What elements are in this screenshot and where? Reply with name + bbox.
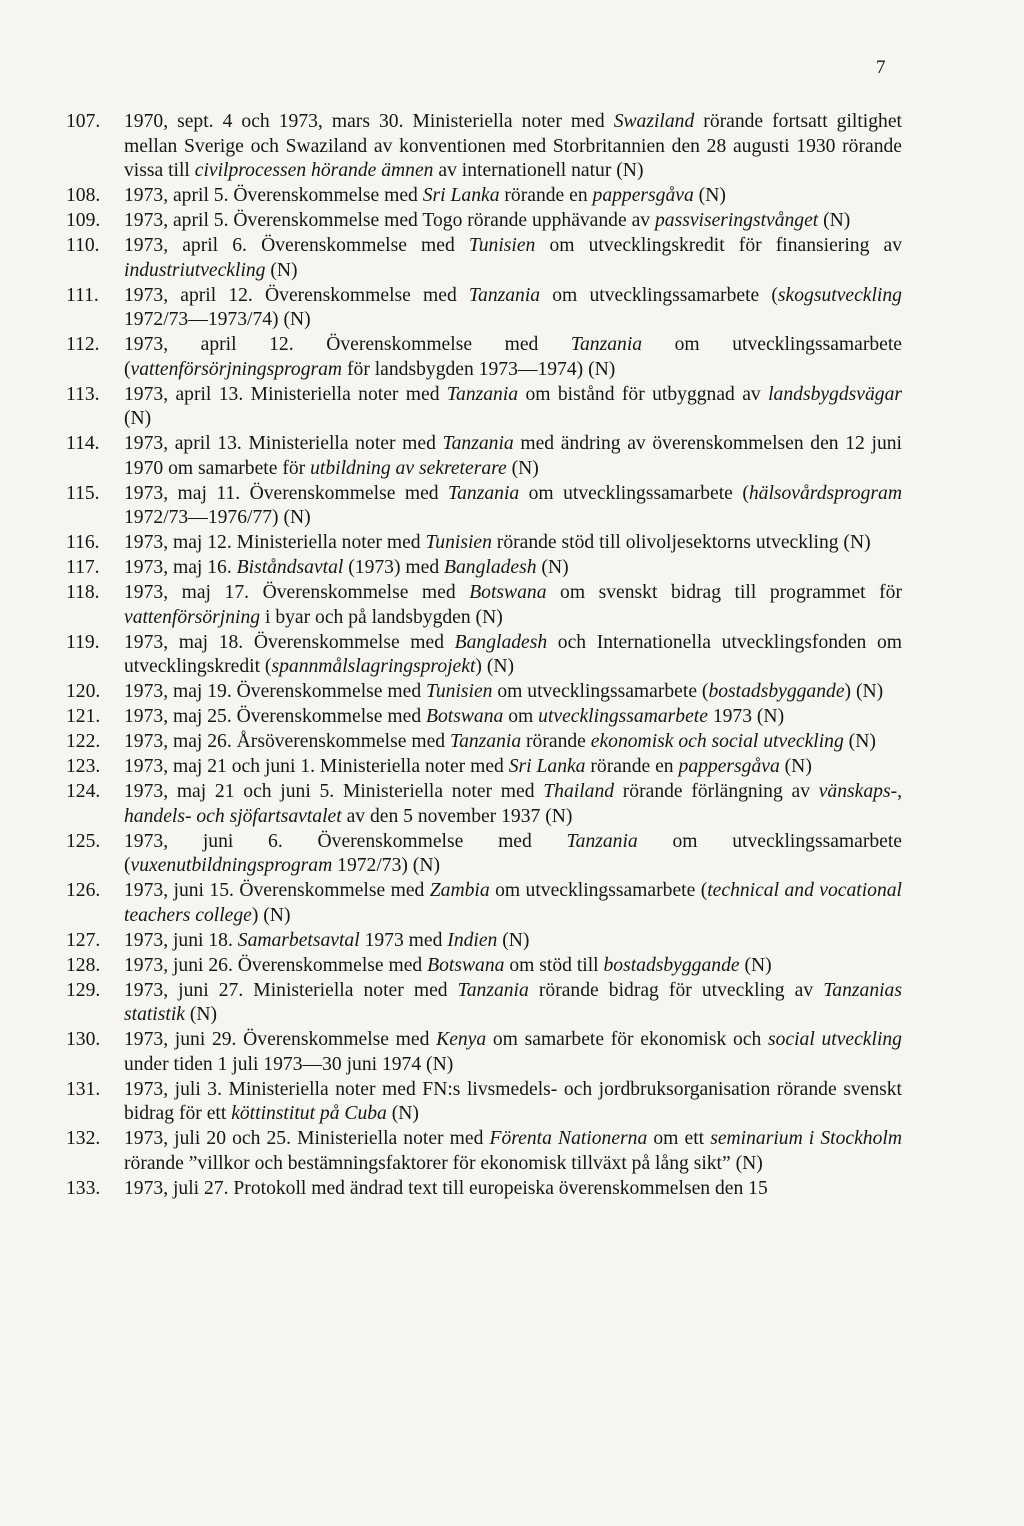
entry-number: 115. <box>66 482 100 504</box>
entry-text-italic: bostadsbyggande <box>708 681 845 702</box>
entry-text-segment: om utvecklingssamarbete ( <box>540 284 778 306</box>
entry-text-segment: 1972/73) (N) <box>332 855 441 876</box>
list-item <box>66 482 902 531</box>
entry-text-segment: 1973, april 13. Ministeriella noter med <box>124 383 447 405</box>
list-item <box>66 1127 902 1176</box>
entry-text-segment: av internationell natur (N) <box>433 160 644 181</box>
entry-text-italic: seminarium i Stockholm <box>710 1128 902 1149</box>
entry-text-segment: 1973, juli 3. Ministeriella noter med FN:s livsmedels- och jordbruksorganisation rörande svenskt bidrag för ett <box>124 1078 902 1124</box>
entry-text-segment: 1972/73—1973/74) (N) <box>124 309 311 330</box>
entry-text-italic: Tanzania <box>446 383 519 405</box>
entry-number: 125. <box>66 830 101 852</box>
entry-text-segment: om <box>503 706 539 727</box>
entry-text-segment: 1973, april 5. Överenskommelse med <box>124 185 423 206</box>
entry-number: 111. <box>66 284 99 306</box>
list-item <box>66 234 902 283</box>
entry-text-segment: 1973, april 12. Överenskommelse med <box>124 284 469 306</box>
entry-text-italic: Tunisien <box>468 235 536 256</box>
entry-text-segment: under tiden 1 juli 1973—30 juni 1974 (N) <box>124 1053 454 1075</box>
list-item <box>66 1078 902 1127</box>
list-item <box>66 631 902 680</box>
entry-text-segment: om utvecklingssamarbete ( <box>519 482 749 504</box>
entry-text-italic: Tunisien <box>425 532 492 553</box>
entry-text-segment: (N) <box>843 731 876 752</box>
entry-text <box>124 830 902 879</box>
entry-text-italic: social utveckling <box>767 1029 902 1050</box>
entry-text <box>124 1177 902 1202</box>
entry-text-segment: om utvecklingssamarbete ( <box>124 830 902 876</box>
list-item <box>66 680 902 705</box>
entry-text-segment: 1973, juni 6. Överenskommelse med <box>124 830 567 852</box>
list-item <box>66 581 902 630</box>
entry-text-segment: rörande en <box>499 185 593 206</box>
entry-text-segment: ) (N) <box>251 904 291 926</box>
entry-number: 114. <box>66 433 100 454</box>
entry-text-segment: 1973, maj 25. Överenskommelse med <box>124 706 427 727</box>
entry-number: 112. <box>66 334 100 355</box>
entry-number: 132. <box>66 1128 101 1149</box>
entry-number: 128. <box>66 954 101 976</box>
entry-number: 129. <box>66 979 101 1001</box>
list-item <box>66 755 902 780</box>
entry-text-segment: rörande ”villkor och bestämningsfaktorer för ekonomisk tillväxt på lång sikt” (N) <box>124 1152 763 1174</box>
entry-text-segment: (N) <box>184 1004 218 1025</box>
entry-text-segment: (N) <box>693 185 726 206</box>
entry-text-segment: ) (N) <box>844 681 884 702</box>
entry-text-italic: vattenförsörjningsprogram <box>130 358 343 380</box>
entry-text-italic: Swaziland <box>613 111 695 132</box>
entry-text-segment: (N) <box>506 457 539 479</box>
entry-text <box>124 1127 902 1176</box>
entry-text-italic: Tanzania <box>449 731 522 752</box>
entry-text-italic: Botswana <box>426 706 504 727</box>
entry-text-segment: 1973, juli 20 och 25. Ministeriella noter med <box>124 1128 490 1149</box>
entry-text-segment: 1973 (N) <box>707 706 785 727</box>
entry-text-segment: rörande en <box>585 756 679 777</box>
entry-text <box>124 333 902 382</box>
entry-text-segment: (N) <box>386 1103 419 1124</box>
list-item <box>66 383 902 432</box>
list-item <box>66 432 902 481</box>
entry-text-segment: 1973 med <box>359 929 448 951</box>
entry-number: 126. <box>66 880 101 901</box>
entry-text-segment: ) (N) <box>475 656 515 677</box>
entry-text <box>124 383 902 432</box>
entry-text-italic: Sri Lanka <box>422 185 500 206</box>
entry-text-italic: Botswana <box>427 954 505 976</box>
entry-text-segment: rörande <box>521 731 591 752</box>
entry-text-segment: om svenskt bidrag till programmet för <box>546 582 902 603</box>
list-item <box>66 333 902 382</box>
entry-text-segment: 1973, maj 17. Överenskommelse med <box>124 582 470 603</box>
entry-text-italic: Tanzania <box>468 284 541 306</box>
entry-text-italic: pappersgåva <box>592 185 694 206</box>
entry-number: 133. <box>66 1177 101 1199</box>
entry-text <box>124 954 902 979</box>
entry-text-segment: om ett <box>647 1128 711 1149</box>
entry-text-segment: 1973, maj 11. Överenskommelse med <box>124 482 449 504</box>
page-number: 7 <box>876 57 886 78</box>
entry-text-segment: 1973, maj 16. <box>124 557 237 578</box>
entry-text <box>124 482 902 531</box>
list-item <box>66 830 902 879</box>
entry-text-italic: utbildning av sekreterare <box>310 457 507 479</box>
entry-text-italic: Tanzania <box>457 979 529 1001</box>
entry-text-segment: 1973, juni 26. Överenskommelse med <box>124 954 428 976</box>
entry-text-segment: om utvecklingssamarbete ( <box>492 681 709 702</box>
entry-number: 117. <box>66 557 100 578</box>
entry-text <box>124 432 902 481</box>
entry-text-italic: ekonomisk och social utveckling <box>590 731 844 752</box>
entry-text-italic: Zambia <box>429 880 490 901</box>
entry-text-segment: om samarbete för ekonomisk och <box>486 1029 768 1050</box>
entry-number: 119. <box>66 631 100 653</box>
list-item <box>66 780 902 829</box>
entry-text <box>124 755 902 780</box>
entry-number: 127. <box>66 929 101 951</box>
entry-text-italic: utvecklingssamarbete <box>538 706 708 727</box>
entry-text <box>124 631 902 680</box>
entry-text-segment: 1973, juni 27. Ministeriella noter med <box>124 979 458 1001</box>
entry-text-segment: 1973, april 5. Överenskommelse med Togo rörande upphävande av <box>124 210 655 231</box>
entry-text-italic: technical and vocational teachers college <box>124 880 902 926</box>
entry-text <box>124 780 902 829</box>
entry-text <box>124 979 902 1028</box>
entry-text-segment: 1973, maj 19. Överenskommelse med <box>124 681 427 702</box>
list-item <box>66 954 902 979</box>
entry-text-italic: Bangladesh <box>454 631 548 653</box>
entry-text-italic: köttinstitut på Cuba <box>231 1103 387 1124</box>
entry-text-segment: om utvecklingskredit för finansiering av <box>535 235 902 256</box>
entry-text-italic: Tanzania <box>448 482 520 504</box>
list-item <box>66 110 902 184</box>
list-item <box>66 879 902 928</box>
entry-text-segment: 1970, sept. 4 och 1973, mars 30. Ministeriella noter med <box>124 111 614 132</box>
entry-text-segment: för landsbygden 1973—1974) (N) <box>342 358 616 380</box>
entry-text-segment: 1973, maj 21 och juni 5. Ministeriella noter med <box>124 781 544 802</box>
entry-text-italic: passviseringstvånget <box>654 210 819 231</box>
entry-text-italic: vänskaps-, handels- och sjöfartsavtalet <box>124 781 902 827</box>
entry-text-italic: Samarbetsavtal <box>237 929 360 951</box>
entry-text-italic: Tanzania <box>566 830 638 852</box>
entry-text-segment: 1973, april 13. Ministeriella noter med <box>124 433 443 454</box>
entry-number: 130. <box>66 1029 101 1050</box>
list-item <box>66 705 902 730</box>
list-item <box>66 556 902 581</box>
entry-text-italic: hälsovårdsprogram <box>748 482 902 504</box>
entry-text-italic: Tanzanias statistik <box>124 979 902 1025</box>
list-item <box>66 1177 902 1202</box>
entry-number: 121. <box>66 706 101 727</box>
entry-text-segment: 1973, juni 29. Överenskommelse med <box>124 1029 437 1050</box>
entry-number: 131. <box>66 1078 101 1100</box>
entry-text <box>124 705 902 730</box>
list-item <box>66 979 902 1028</box>
list-item <box>66 284 902 333</box>
entry-text-segment: 1973, maj 21 och juni 1. Ministeriella noter med <box>124 756 509 777</box>
entry-text-segment: om bistånd för utbyggnad av <box>518 383 769 405</box>
entry-text-segment: i byar och på landsbygden (N) <box>260 606 503 628</box>
entry-text-segment: 1973, juni 18. <box>124 929 238 951</box>
entry-text <box>124 879 902 928</box>
entry-text <box>124 284 902 333</box>
entry-text-segment: 1973, juni 15. Överenskommelse med <box>124 880 430 901</box>
entry-text-segment: 1973, juli 27. Protokoll med ändrad text till europeiska överenskommelsen den 15 <box>124 1177 768 1199</box>
list-item <box>66 730 902 755</box>
entry-number: 116. <box>66 532 100 553</box>
entry-text-italic: Thailand <box>543 781 615 802</box>
entry-text-italic: Botswana <box>469 582 547 603</box>
entry-text-italic: Kenya <box>436 1029 487 1050</box>
entry-text-italic: vuxenutbildningsprogram <box>130 855 333 876</box>
entry-text <box>124 184 902 209</box>
entry-text-segment: 1973, maj 12. Ministeriella noter med <box>124 532 426 553</box>
treaty-list <box>66 110 902 1202</box>
entry-text <box>124 581 902 630</box>
entry-text-segment: 1973, maj 26. Årsöverenskommelse med <box>124 731 450 752</box>
entry-text-segment: 1973, april 6. Överenskommelse med <box>124 235 469 256</box>
entry-text-segment: (N) <box>124 408 152 429</box>
entry-text-italic: Tanzania <box>442 433 514 454</box>
entry-text <box>124 110 902 184</box>
list-item <box>66 929 902 954</box>
list-item <box>66 531 902 556</box>
entry-text-segment: om stöd till <box>504 954 604 976</box>
entry-text-segment: 1973, april 12. Överenskommelse med <box>124 334 571 355</box>
entry-text-segment: rörande stöd till olivoljesektorns utveckling (N) <box>491 532 871 553</box>
entry-text-segment: om utvecklingssamarbete ( <box>489 880 708 901</box>
entry-number: 122. <box>66 731 101 752</box>
entry-text-italic: Bangladesh <box>444 557 537 578</box>
entry-text-italic: bostadsbyggande <box>603 954 740 976</box>
entry-text-italic: Indien <box>447 929 498 951</box>
entry-number: 120. <box>66 681 101 702</box>
entry-number: 109. <box>66 210 101 231</box>
entry-text <box>124 730 902 755</box>
entry-text-segment: om utvecklingssamarbete ( <box>124 334 902 380</box>
entry-text <box>124 556 902 581</box>
entry-text-segment: och Internationella utvecklingsfonden om utvecklingskredit ( <box>124 631 902 677</box>
entry-text-italic: Tunisien <box>426 681 493 702</box>
list-item <box>66 184 902 209</box>
entry-text-segment: (N) <box>739 954 772 976</box>
entry-text-italic: skogsutveckling <box>777 284 902 306</box>
entry-text-segment: 1973, maj 18. Överenskommelse med <box>124 631 455 653</box>
entry-text <box>124 1028 902 1077</box>
entry-number: 124. <box>66 781 101 802</box>
entry-text <box>124 929 902 954</box>
entry-text-segment: rörande bidrag för utveckling av <box>528 979 824 1001</box>
entry-text-segment: av den 5 november 1937 (N) <box>341 805 573 827</box>
entry-text-segment: rörande fortsatt giltighet mellan Sverige och Swaziland av konventionen med Storbritannien den 28 augusti 1930 rörande vissa till <box>124 111 902 181</box>
entry-number: 113. <box>66 383 100 405</box>
entry-number: 108. <box>66 185 101 206</box>
entry-text-segment: (N) <box>818 210 851 231</box>
entry-text-segment: (1973) med <box>343 557 445 578</box>
list-item <box>66 209 902 234</box>
entry-text-italic: vattenförsörjning <box>124 606 261 628</box>
entry-number: 123. <box>66 756 101 777</box>
entry-text-segment: rörande förlängning av <box>614 781 819 802</box>
entry-text-italic: pappersgåva <box>678 756 780 777</box>
entry-text-italic: spannmålslagringsprojekt <box>271 656 476 677</box>
entry-text-italic: Sri Lanka <box>508 756 586 777</box>
entry-text-italic: Förenta Nationerna <box>489 1128 648 1149</box>
list-item <box>66 1028 902 1077</box>
entry-text <box>124 209 902 234</box>
entry-text-segment: (N) <box>265 259 298 281</box>
entry-text-segment: med ändring av överenskommelsen den 12 juni 1970 om samarbete för <box>124 433 902 479</box>
entry-text-segment: 1972/73—1976/77) (N) <box>124 507 311 528</box>
entry-text-segment: (N) <box>497 929 530 951</box>
entry-text-italic: industriutveckling <box>124 259 266 281</box>
entry-number: 107. <box>66 111 101 132</box>
entry-number: 110. <box>66 235 100 256</box>
entry-text <box>124 234 902 283</box>
entry-text <box>124 1078 902 1127</box>
entry-number: 118. <box>66 582 100 603</box>
entry-text-italic: Biståndsavtal <box>236 557 344 578</box>
entry-text-segment: (N) <box>779 756 812 777</box>
entry-text <box>124 531 902 556</box>
entry-text-italic: landsbygdsvägar <box>768 383 902 405</box>
entry-text <box>124 680 902 705</box>
entry-text-segment: (N) <box>536 557 569 578</box>
entry-text-italic: Tanzania <box>570 334 643 355</box>
entry-text-italic: civilprocessen hörande ämnen <box>194 160 434 181</box>
